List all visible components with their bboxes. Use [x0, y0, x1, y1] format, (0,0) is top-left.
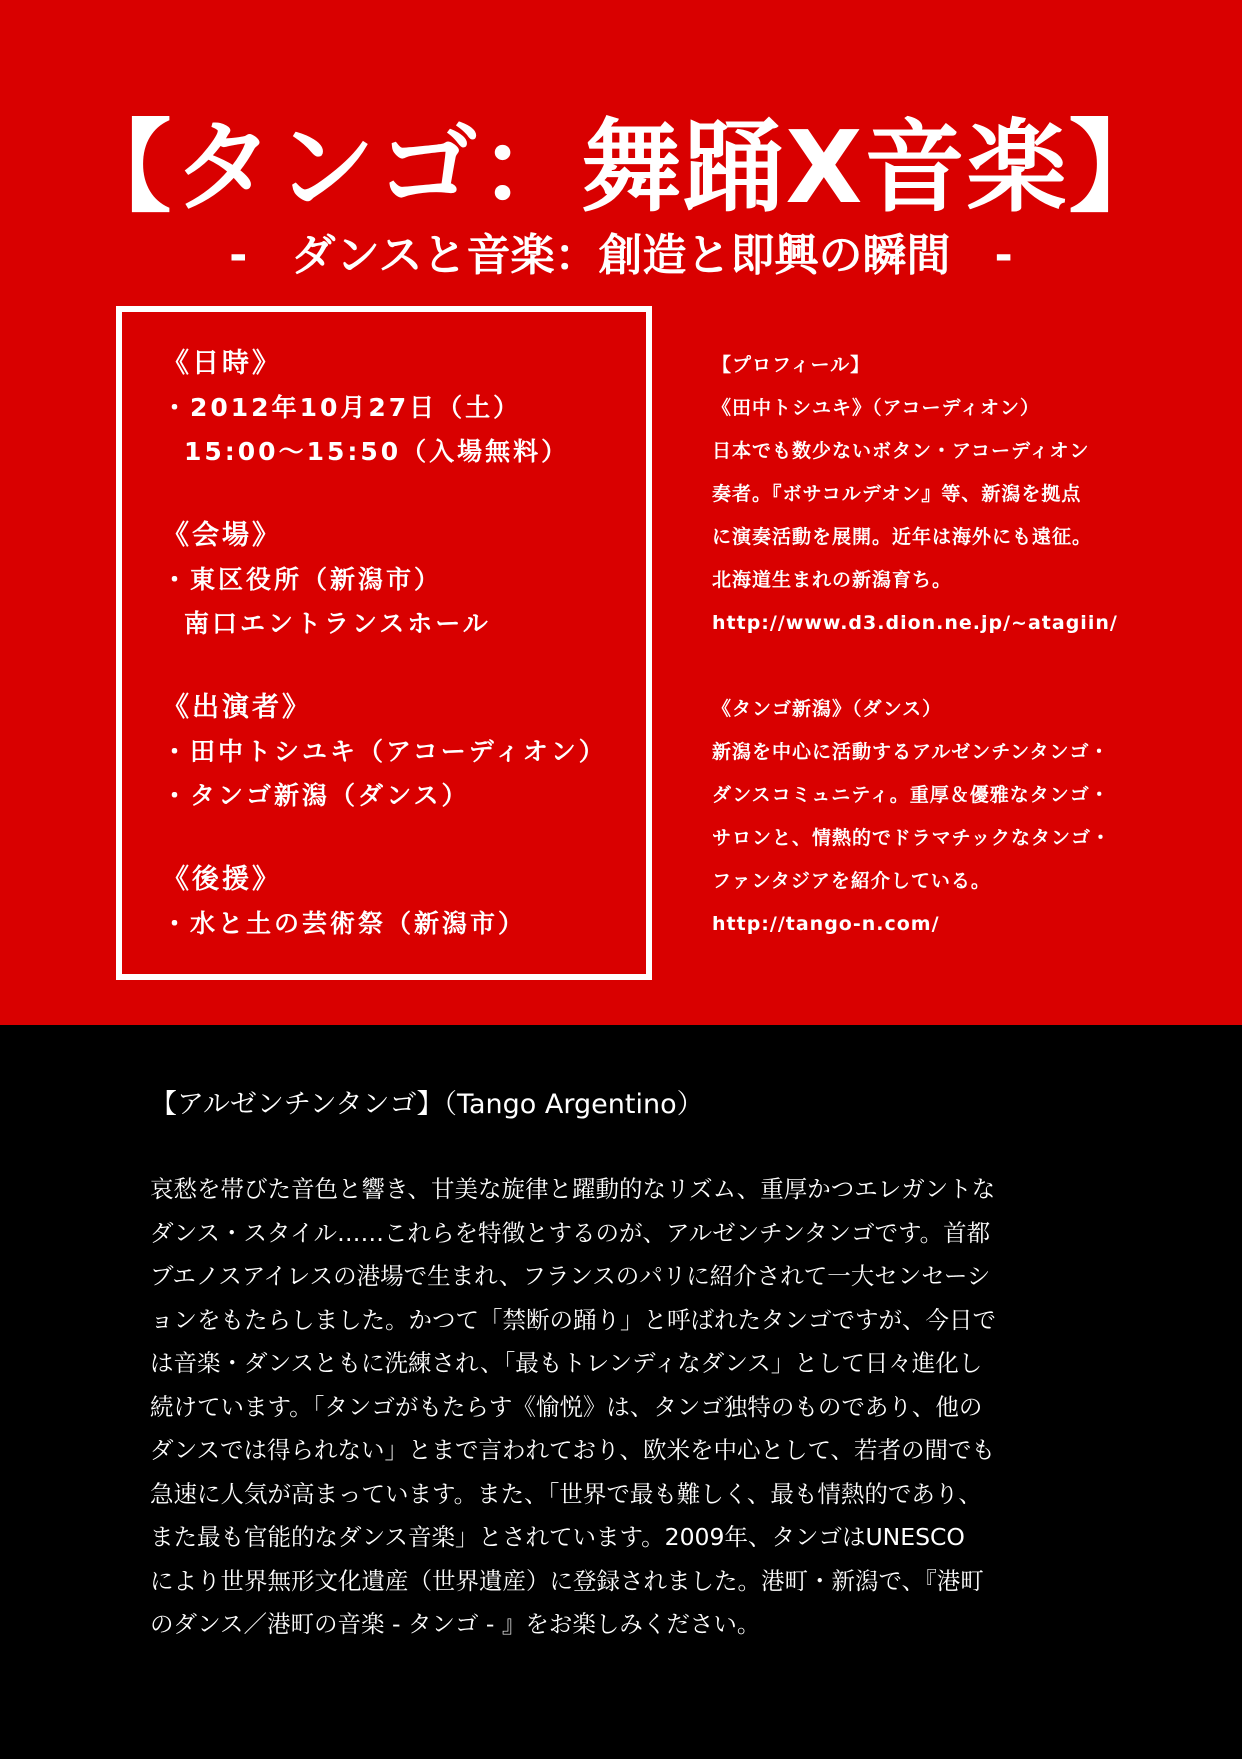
support-item: ・水と土の芸術祭（新潟市） [162, 909, 527, 938]
description-line: 哀愁を帯びた音色と響き、甘美な旋律と躍動的なリズム、重厚かつエレガントな [150, 1175, 996, 1203]
tango-niigata-bio-line: 新潟を中心に活動するアルゼンチンタンゴ・ [712, 741, 1110, 763]
performers-section [162, 686, 636, 818]
tango-niigata-bio-line: ダンスコミュニティ。重厚＆優雅なタンゴ・ [712, 784, 1110, 806]
description-title: 【アルゼンチンタンゴ】（Tango Argentino） [150, 1089, 704, 1120]
support-section [162, 858, 636, 946]
description-line: 急速に人気が高まっています。また、「世界で最も難しく、最も情熱的であり、 [150, 1479, 982, 1508]
tango-niigata-bio-line: ファンタジアを紹介している。 [712, 870, 991, 892]
description-line: 続けています。「タンゴがもたらす《愉悦》は、タンゴ独特のものであり、他の [150, 1392, 983, 1421]
description-line: は音楽・ダンスともに洗練され、「最もトレンディなダンス」として日々進化し [150, 1349, 983, 1377]
event-info-box [116, 306, 652, 980]
description-line: また最も官能的なダンス音楽」とされています。2009年、タンゴはUNESCO [150, 1523, 965, 1551]
tango-niigata-name: 《タンゴ新潟》（ダンス） [712, 698, 943, 720]
performer-item: ・田中トシユキ（アコーディオン） [162, 737, 607, 766]
profile-section [712, 344, 1222, 946]
description-line: ブエノスアイレスの港場で生まれ、フランスのパリに紹介されて一大センセーシ [150, 1262, 991, 1290]
tango-niigata-bio-line: サロンと、情熱的でドラマチックなタンゴ・ [712, 827, 1112, 849]
tanaka-bio-line: に演奏活動を展開。近年は海外にも遠征。 [712, 526, 1093, 548]
description-line: により世界無形文化遺産（世界遺産）に登録されました。港町・新潟で、『港町 [150, 1566, 984, 1595]
tanaka-bio-line: 日本でも数少ないボタン・アコーディオン [712, 440, 1090, 462]
venue-heading: 《会場》 [162, 520, 282, 551]
description-line: ダンスでは得られない」とまで言われており、欧米を中心として、若者の間でも [150, 1436, 996, 1464]
venue-section [162, 514, 636, 646]
tanaka-url-link[interactable]: http://www.d3.dion.ne.jp/~atagiin/ [712, 612, 1118, 634]
date-heading: 《日時》 [162, 348, 282, 379]
page-title: 【タンゴ：舞踊X音楽】 [71, 109, 1171, 226]
description-line: ョンをもたらしました。かつて「禁断の踊り」と呼ばれたタンゴですが、今日で [150, 1305, 996, 1334]
tanaka-name: 《田中トシユキ》（アコーディオン） [712, 397, 1041, 419]
time-line: 15:00〜15:50（入場無料） [184, 437, 570, 466]
support-heading: 《後援》 [162, 864, 282, 895]
performers-heading: 《出演者》 [162, 692, 312, 723]
date-line: ・2012年10月27日（土） [162, 393, 522, 422]
venue-line: ・東区役所（新潟市） [162, 565, 443, 594]
description-line: ダンス・スタイル……これらを特徴とするのが、アルゼンチンタンゴです。首都 [150, 1218, 991, 1247]
description-section [0, 1025, 1242, 1759]
tanaka-bio-line: 奏者。『ボサコルデオン』等、新潟を拠点 [712, 483, 1082, 505]
description-body [150, 1168, 1110, 1647]
date-section [162, 342, 636, 474]
description-line: のダンス／港町の音楽 - タンゴ - 』をお楽しみください。 [150, 1610, 761, 1638]
tango-niigata-url-link[interactable]: http://tango-n.com/ [712, 913, 940, 935]
profile-heading: 【プロフィール】 [712, 354, 871, 376]
page-subtitle: - ダンスと音楽：創造と即興の瞬間 - [229, 230, 1013, 281]
tanaka-bio-line: 北海道生まれの新潟育ち。 [712, 569, 953, 591]
performer-item: ・タンゴ新潟（ダンス） [162, 781, 470, 810]
venue-hall-line: 南口エントランスホール [184, 609, 491, 638]
